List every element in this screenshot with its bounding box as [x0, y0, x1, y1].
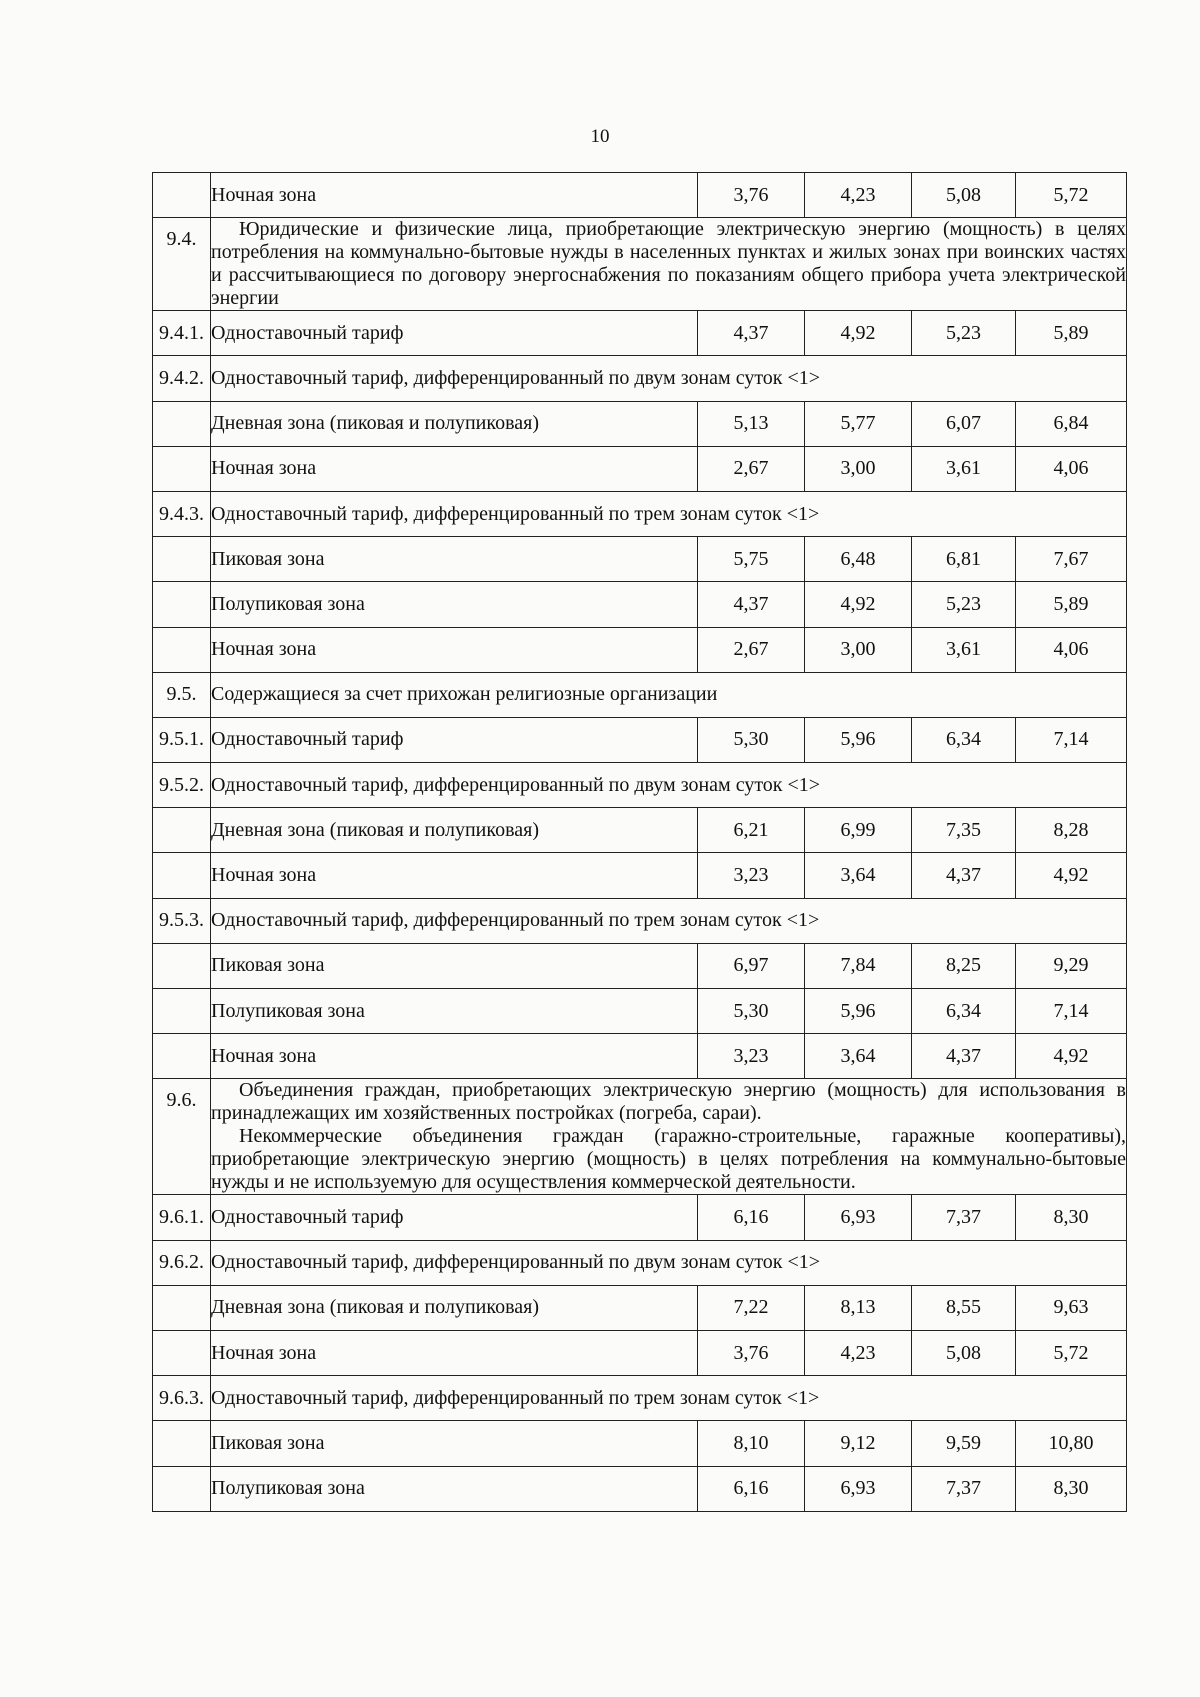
tariff-value: 10,80 [1016, 1421, 1127, 1466]
tariff-value: 3,64 [805, 853, 912, 898]
tariff-value: 5,23 [912, 311, 1016, 356]
row-number: 9.5.3. [153, 898, 211, 943]
tariff-value: 8,30 [1016, 1466, 1127, 1511]
tariff-row [153, 717, 1127, 762]
section-title: Одноставочный тариф, дифференцированный по трем зонам суток <1> [211, 1376, 1127, 1421]
tariff-label: Ночная зона [211, 853, 698, 898]
tariff-value: 9,63 [1016, 1285, 1127, 1330]
tariff-value: 8,10 [698, 1421, 805, 1466]
row-number [153, 627, 211, 672]
tariff-value: 5,89 [1016, 311, 1127, 356]
tariff-row [153, 989, 1127, 1034]
tariff-row [153, 853, 1127, 898]
tariff-value: 7,14 [1016, 717, 1127, 762]
tariff-value: 5,08 [912, 1330, 1016, 1375]
section-title: Одноставочный тариф, дифференцированный по двум зонам суток <1> [211, 356, 1127, 401]
section-title: Одноставочный тариф, дифференцированный по трем зонам суток <1> [211, 898, 1127, 943]
tariff-value: 8,25 [912, 943, 1016, 988]
tariff-row [153, 943, 1127, 988]
row-number [153, 853, 211, 898]
row-number: 9.4. [153, 218, 211, 311]
row-number [153, 943, 211, 988]
tariff-value: 3,64 [805, 1034, 912, 1079]
tariff-value: 5,08 [912, 173, 1016, 218]
tariff-value: 6,93 [805, 1195, 912, 1240]
page-number: 10 [590, 126, 610, 147]
tariff-value: 2,67 [698, 627, 805, 672]
tariff-value: 5,72 [1016, 173, 1127, 218]
tariff-value: 3,23 [698, 1034, 805, 1079]
section-title-row [153, 491, 1127, 536]
tariff-value: 6,97 [698, 943, 805, 988]
tariff-row [153, 1285, 1127, 1330]
tariff-label: Пиковая зона [211, 1421, 698, 1466]
tariff-value: 3,00 [805, 627, 912, 672]
section-title-row [153, 898, 1127, 943]
tariff-value: 5,23 [912, 582, 1016, 627]
tariff-label: Ночная зона [211, 173, 698, 218]
row-number [153, 1330, 211, 1375]
tariff-row [153, 401, 1127, 446]
tariff-value: 6,99 [805, 808, 912, 853]
tariff-value: 5,96 [805, 717, 912, 762]
row-number [153, 582, 211, 627]
tariff-value: 4,23 [805, 173, 912, 218]
tariff-value: 3,61 [912, 627, 1016, 672]
row-number: 9.6.2. [153, 1240, 211, 1285]
tariff-value: 5,13 [698, 401, 805, 446]
section-title-row [153, 672, 1127, 717]
row-number: 9.5.2. [153, 763, 211, 808]
tariff-value: 7,67 [1016, 537, 1127, 582]
tariff-value: 8,13 [805, 1285, 912, 1330]
tariff-label: Пиковая зона [211, 943, 698, 988]
tariff-value: 5,72 [1016, 1330, 1127, 1375]
tariff-value: 8,28 [1016, 808, 1127, 853]
tariff-label: Ночная зона [211, 627, 698, 672]
tariff-row [153, 1466, 1127, 1511]
tariff-label: Дневная зона (пиковая и полупиковая) [211, 401, 698, 446]
tariff-row [153, 627, 1127, 672]
tariff-row [153, 311, 1127, 356]
tariff-value: 8,55 [912, 1285, 1016, 1330]
category-header [211, 1079, 1127, 1195]
row-number [153, 173, 211, 218]
row-number [153, 537, 211, 582]
row-number [153, 989, 211, 1034]
tariff-value: 3,76 [698, 173, 805, 218]
tariff-value: 3,23 [698, 853, 805, 898]
tariff-label: Одноставочный тариф [211, 311, 698, 356]
tariff-value: 6,34 [912, 717, 1016, 762]
tariff-row [153, 1330, 1127, 1375]
tariff-value: 3,00 [805, 446, 912, 491]
tariff-value: 4,06 [1016, 627, 1127, 672]
tariff-row [153, 1034, 1127, 1079]
tariff-row [153, 1195, 1127, 1240]
tariff-table-body [153, 173, 1127, 1512]
tariff-value: 4,92 [805, 582, 912, 627]
category-description: Юридические и физические лица, приобретающие электрическую энергию (мощность) в целях потребления на коммунально-бытовые нужды в населенных пунктах и жилых зонах при воинских частях и рассчитывающиеся по договору энергоснабжения по показаниям общего прибора учета электрической энергии [211, 218, 1126, 310]
row-number [153, 808, 211, 853]
tariff-label: Одноставочный тариф [211, 1195, 698, 1240]
row-number: 9.4.1. [153, 311, 211, 356]
tariff-value: 9,59 [912, 1421, 1016, 1466]
tariff-value: 2,67 [698, 446, 805, 491]
row-number [153, 1466, 211, 1511]
tariff-value: 6,07 [912, 401, 1016, 446]
tariff-value: 5,75 [698, 537, 805, 582]
category-header-row [153, 218, 1127, 311]
tariff-value: 4,92 [1016, 1034, 1127, 1079]
tariff-label: Пиковая зона [211, 537, 698, 582]
tariff-row [153, 1421, 1127, 1466]
category-paragraph: Некоммерческие объединения граждан (гаражно-строительные, гаражные кооперативы), приобретающие электрическую энергию (мощность) в целях потребления на коммунально-бытовые нужды и не используемую для осуществления коммерческой деятельности. [211, 1125, 1126, 1194]
tariff-label: Дневная зона (пиковая и полупиковая) [211, 808, 698, 853]
tariff-row [153, 537, 1127, 582]
section-title: Содержащиеся за счет прихожан религиозные организации [211, 672, 1127, 717]
tariff-value: 7,37 [912, 1466, 1016, 1511]
tariff-value: 5,96 [805, 989, 912, 1034]
row-number: 9.6. [153, 1079, 211, 1195]
tariff-value: 4,37 [698, 582, 805, 627]
row-number: 9.6.3. [153, 1376, 211, 1421]
section-title-row [153, 763, 1127, 808]
tariff-value: 5,30 [698, 989, 805, 1034]
tariff-value: 4,37 [912, 853, 1016, 898]
section-title-row [153, 1240, 1127, 1285]
tariff-value: 6,21 [698, 808, 805, 853]
tariff-value: 4,92 [805, 311, 912, 356]
tariff-row [153, 582, 1127, 627]
tariff-value: 5,89 [1016, 582, 1127, 627]
tariff-value: 6,16 [698, 1195, 805, 1240]
row-number [153, 1285, 211, 1330]
section-title: Одноставочный тариф, дифференцированный по двум зонам суток <1> [211, 1240, 1127, 1285]
row-number: 9.6.1. [153, 1195, 211, 1240]
tariff-row [153, 446, 1127, 491]
tariff-label: Ночная зона [211, 446, 698, 491]
tariff-row [153, 808, 1127, 853]
tariff-value: 6,81 [912, 537, 1016, 582]
row-number: 9.5. [153, 672, 211, 717]
tariff-value: 6,93 [805, 1466, 912, 1511]
row-number [153, 401, 211, 446]
row-number: 9.5.1. [153, 717, 211, 762]
tariff-table [152, 172, 1127, 1512]
row-number [153, 446, 211, 491]
tariff-value: 8,30 [1016, 1195, 1127, 1240]
tariff-value: 9,29 [1016, 943, 1127, 988]
tariff-label: Дневная зона (пиковая и полупиковая) [211, 1285, 698, 1330]
section-title: Одноставочный тариф, дифференцированный по трем зонам суток <1> [211, 491, 1127, 536]
category-paragraph: Объединения граждан, приобретающих электрическую энергию (мощность) для использования в принадлежащих им хозяйственных постройках (погреба, сараи). [211, 1079, 1126, 1125]
tariff-label: Ночная зона [211, 1034, 698, 1079]
category-header [211, 218, 1127, 311]
row-number [153, 1421, 211, 1466]
tariff-value: 7,14 [1016, 989, 1127, 1034]
tariff-value: 4,37 [698, 311, 805, 356]
tariff-label: Полупиковая зона [211, 989, 698, 1034]
tariff-label: Полупиковая зона [211, 582, 698, 627]
tariff-value: 5,30 [698, 717, 805, 762]
tariff-label: Ночная зона [211, 1330, 698, 1375]
tariff-label: Одноставочный тариф [211, 717, 698, 762]
section-title-row [153, 1376, 1127, 1421]
category-header-row [153, 1079, 1127, 1195]
tariff-value: 5,77 [805, 401, 912, 446]
tariff-value: 6,84 [1016, 401, 1127, 446]
tariff-value: 4,92 [1016, 853, 1127, 898]
tariff-value: 4,06 [1016, 446, 1127, 491]
tariff-value: 6,34 [912, 989, 1016, 1034]
tariff-row [153, 173, 1127, 218]
tariff-value: 4,37 [912, 1034, 1016, 1079]
tariff-value: 3,61 [912, 446, 1016, 491]
tariff-value: 6,48 [805, 537, 912, 582]
tariff-value: 6,16 [698, 1466, 805, 1511]
tariff-value: 4,23 [805, 1330, 912, 1375]
tariff-label: Полупиковая зона [211, 1466, 698, 1511]
tariff-value: 7,22 [698, 1285, 805, 1330]
section-title: Одноставочный тариф, дифференцированный по двум зонам суток <1> [211, 763, 1127, 808]
tariff-value: 7,84 [805, 943, 912, 988]
tariff-value: 9,12 [805, 1421, 912, 1466]
tariff-value: 7,37 [912, 1195, 1016, 1240]
row-number: 9.4.2. [153, 356, 211, 401]
row-number: 9.4.3. [153, 491, 211, 536]
tariff-value: 3,76 [698, 1330, 805, 1375]
row-number [153, 1034, 211, 1079]
tariff-value: 7,35 [912, 808, 1016, 853]
section-title-row [153, 356, 1127, 401]
